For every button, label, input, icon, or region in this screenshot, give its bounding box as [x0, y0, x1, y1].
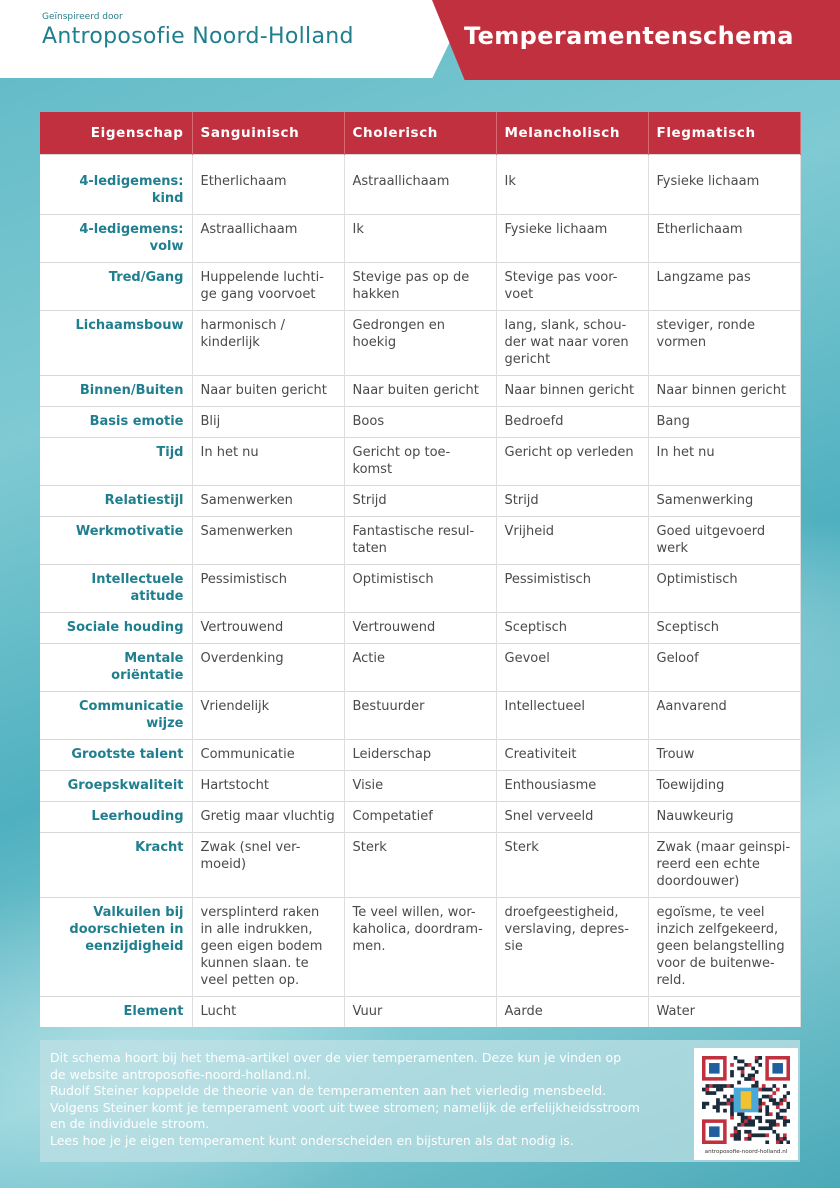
- table-row: [40, 997, 800, 1028]
- table-cell: Samenwerking: [648, 486, 800, 517]
- table-cell: Naar binnen gericht: [648, 376, 800, 407]
- table-cell: Gericht op toe- komst: [344, 438, 496, 486]
- table-cell: Optimistisch: [344, 565, 496, 613]
- footer-line: de website antroposofie-noord-holland.nl.: [50, 1066, 311, 1082]
- table-cell: Huppelende luchti- ge gang voorvoet: [192, 263, 344, 311]
- table-cell: Stevige pas voor- voet: [496, 263, 648, 311]
- row-label: Groepskwaliteit: [40, 771, 192, 802]
- table-cell: Goed uitgevoerd werk: [648, 517, 800, 565]
- page-title: Temperamentenschema: [464, 22, 794, 50]
- footer-line: Rudolf Steiner koppelde de theorie van de temperamenten aan het vierledig mensbeeld.: [50, 1083, 607, 1099]
- footer-text: [50, 1050, 690, 1150]
- table-row: [40, 311, 800, 376]
- table-cell: Strijd: [496, 486, 648, 517]
- table-cell: Stevige pas op de hakken: [344, 263, 496, 311]
- table-cell: Pessimistisch: [496, 565, 648, 613]
- row-label: Mentale oriëntatie: [40, 644, 192, 692]
- table-cell: Gericht op verleden: [496, 438, 648, 486]
- table-spacer-row: [40, 155, 800, 168]
- brand-name: Antroposofie Noord-Holland: [42, 24, 354, 49]
- table-row: [40, 486, 800, 517]
- row-label: Communicatie wijze: [40, 692, 192, 740]
- table-row: [40, 167, 800, 215]
- table-cell: Fysieke lichaam: [648, 167, 800, 215]
- table-cell: Bestuurder: [344, 692, 496, 740]
- table-cell: Zwak (snel ver- moeid): [192, 833, 344, 898]
- table-cell: Strijd: [344, 486, 496, 517]
- table-cell: Samenwerken: [192, 517, 344, 565]
- table-cell: Vuur: [344, 997, 496, 1028]
- row-label: Werkmotivatie: [40, 517, 192, 565]
- table-cell: Hartstocht: [192, 771, 344, 802]
- table-cell: steviger, ronde vormen: [648, 311, 800, 376]
- table-cell: Sterk: [496, 833, 648, 898]
- table-cell: Te veel willen, wor- kaholica, doordram- men.: [344, 898, 496, 997]
- table-row: [40, 740, 800, 771]
- table-cell: Bang: [648, 407, 800, 438]
- table-cell: Fysieke lichaam: [496, 215, 648, 263]
- table-row: [40, 407, 800, 438]
- table-row: [40, 613, 800, 644]
- table-cell: Competatief: [344, 802, 496, 833]
- spacer-cell: [40, 155, 192, 168]
- qr-code-icon: [702, 1056, 790, 1144]
- table-cell: Ik: [496, 167, 648, 215]
- qr-code[interactable]: [694, 1048, 798, 1160]
- footer-line: Dit schema hoort bij het thema-artikel over de vier temperamenten. Deze kun je vinden op: [50, 1050, 622, 1065]
- table-row: [40, 898, 800, 997]
- table-cell: Blij: [192, 407, 344, 438]
- row-label: Element: [40, 997, 192, 1028]
- table-cell: Astraallichaam: [192, 215, 344, 263]
- table-cell: Visie: [344, 771, 496, 802]
- table-cell: Langzame pas: [648, 263, 800, 311]
- table-cell: Vriendelijk: [192, 692, 344, 740]
- table-cell: Vrijheid: [496, 517, 648, 565]
- row-label: 4-ledigemens: kind: [40, 167, 192, 215]
- column-header-eigenschap: Eigenschap: [40, 112, 192, 155]
- table-cell: Fantastische resul- taten: [344, 517, 496, 565]
- table-cell: Water: [648, 997, 800, 1028]
- spacer-cell: [344, 155, 496, 168]
- table-cell: In het nu: [192, 438, 344, 486]
- table-row: [40, 263, 800, 311]
- table-cell: Vertrouwend: [344, 613, 496, 644]
- row-label: Grootste talent: [40, 740, 192, 771]
- table-cell: Etherlichaam: [192, 167, 344, 215]
- spacer-cell: [648, 155, 800, 168]
- spacer-cell: [192, 155, 344, 168]
- table-cell: Pessimistisch: [192, 565, 344, 613]
- table-cell: versplinterd raken in alle indrukken, geen eigen bodem kunnen slaan. te veel petten op.: [192, 898, 344, 997]
- table-cell: Gedrongen en hoekig: [344, 311, 496, 376]
- spacer-cell: [496, 155, 648, 168]
- table-cell: Sceptisch: [648, 613, 800, 644]
- row-label: Sociale houding: [40, 613, 192, 644]
- row-label: Basis emotie: [40, 407, 192, 438]
- column-header-melancholisch: Melancholisch: [496, 112, 648, 155]
- row-label: Tijd: [40, 438, 192, 486]
- row-label: Leerhouding: [40, 802, 192, 833]
- footer-line: Lees hoe je je eigen temperament kunt onderscheiden en bijsturen als dat nodig is.: [50, 1132, 574, 1148]
- table-cell: Etherlichaam: [648, 215, 800, 263]
- table-cell: Overdenking: [192, 644, 344, 692]
- table-row: [40, 215, 800, 263]
- table-cell: droefgeestigheid, verslaving, depres- sie: [496, 898, 648, 997]
- row-label: Kracht: [40, 833, 192, 898]
- table-cell: Gretig maar vluchtig: [192, 802, 344, 833]
- footer-line: en de individuele stroom.: [50, 1116, 210, 1132]
- table-cell: Gevoel: [496, 644, 648, 692]
- table-cell: Enthousiasme: [496, 771, 648, 802]
- table-row: [40, 644, 800, 692]
- table-row: [40, 802, 800, 833]
- table-cell: Communicatie: [192, 740, 344, 771]
- table-cell: Lucht: [192, 997, 344, 1028]
- table-cell: Sterk: [344, 833, 496, 898]
- table-row: [40, 833, 800, 898]
- table-cell: Aarde: [496, 997, 648, 1028]
- table-cell: Vertrouwend: [192, 613, 344, 644]
- table-cell: Snel verveeld: [496, 802, 648, 833]
- table-cell: lang, slank, schou- der wat naar voren gericht: [496, 311, 648, 376]
- column-header-cholerisch: Cholerisch: [344, 112, 496, 155]
- table-cell: harmonisch / kinderlijk: [192, 311, 344, 376]
- column-header-flegmatisch: Flegmatisch: [648, 112, 800, 155]
- table-row: [40, 517, 800, 565]
- table-cell: Zwak (maar geinspi- reerd een echte doordouwer): [648, 833, 800, 898]
- table-cell: Bedroefd: [496, 407, 648, 438]
- table-cell: Trouw: [648, 740, 800, 771]
- table-cell: Geloof: [648, 644, 800, 692]
- table-cell: Boos: [344, 407, 496, 438]
- table-row: [40, 438, 800, 486]
- column-header-sanguinisch: Sanguinisch: [192, 112, 344, 155]
- table-cell: Aanvarend: [648, 692, 800, 740]
- footer-line: Volgens Steiner komt je temperament voort uit twee stromen; namelijk de erfelijkheidsstroom: [50, 1099, 640, 1115]
- table-cell: Creativiteit: [496, 740, 648, 771]
- temperament-table: [40, 112, 801, 1027]
- table-cell: Samenwerken: [192, 486, 344, 517]
- table-row: [40, 565, 800, 613]
- table-cell: Leiderschap: [344, 740, 496, 771]
- qr-url: antroposofie-noord-holland.nl: [704, 1149, 788, 1155]
- table-cell: egoïsme, te veel inzich zelfgekeerd, geen belangstelling voor de buitenwe- reld.: [648, 898, 800, 997]
- table-cell: Naar binnen gericht: [496, 376, 648, 407]
- table-cell: Nauwkeurig: [648, 802, 800, 833]
- tagline: Geïnspireerd door: [42, 12, 123, 22]
- row-label: Valkuilen bij doorschieten in eenzijdigheid: [40, 898, 192, 997]
- table-cell: Naar buiten gericht: [344, 376, 496, 407]
- row-label: Binnen/Buiten: [40, 376, 192, 407]
- table-cell: Toewijding: [648, 771, 800, 802]
- table-cell: Actie: [344, 644, 496, 692]
- table-row: [40, 771, 800, 802]
- row-label: Intellectuele atitude: [40, 565, 192, 613]
- row-label: Tred/Gang: [40, 263, 192, 311]
- table-header-row: [40, 112, 800, 155]
- row-label: Lichaamsbouw: [40, 311, 192, 376]
- table-cell: Naar buiten gericht: [192, 376, 344, 407]
- table-row: [40, 376, 800, 407]
- table-cell: Ik: [344, 215, 496, 263]
- table-cell: In het nu: [648, 438, 800, 486]
- table-cell: Optimistisch: [648, 565, 800, 613]
- table-cell: Intellectueel: [496, 692, 648, 740]
- table-row: [40, 692, 800, 740]
- row-label: 4-ledigemens: volw: [40, 215, 192, 263]
- table-cell: Astraallichaam: [344, 167, 496, 215]
- table-cell: Sceptisch: [496, 613, 648, 644]
- row-label: Relatiestijl: [40, 486, 192, 517]
